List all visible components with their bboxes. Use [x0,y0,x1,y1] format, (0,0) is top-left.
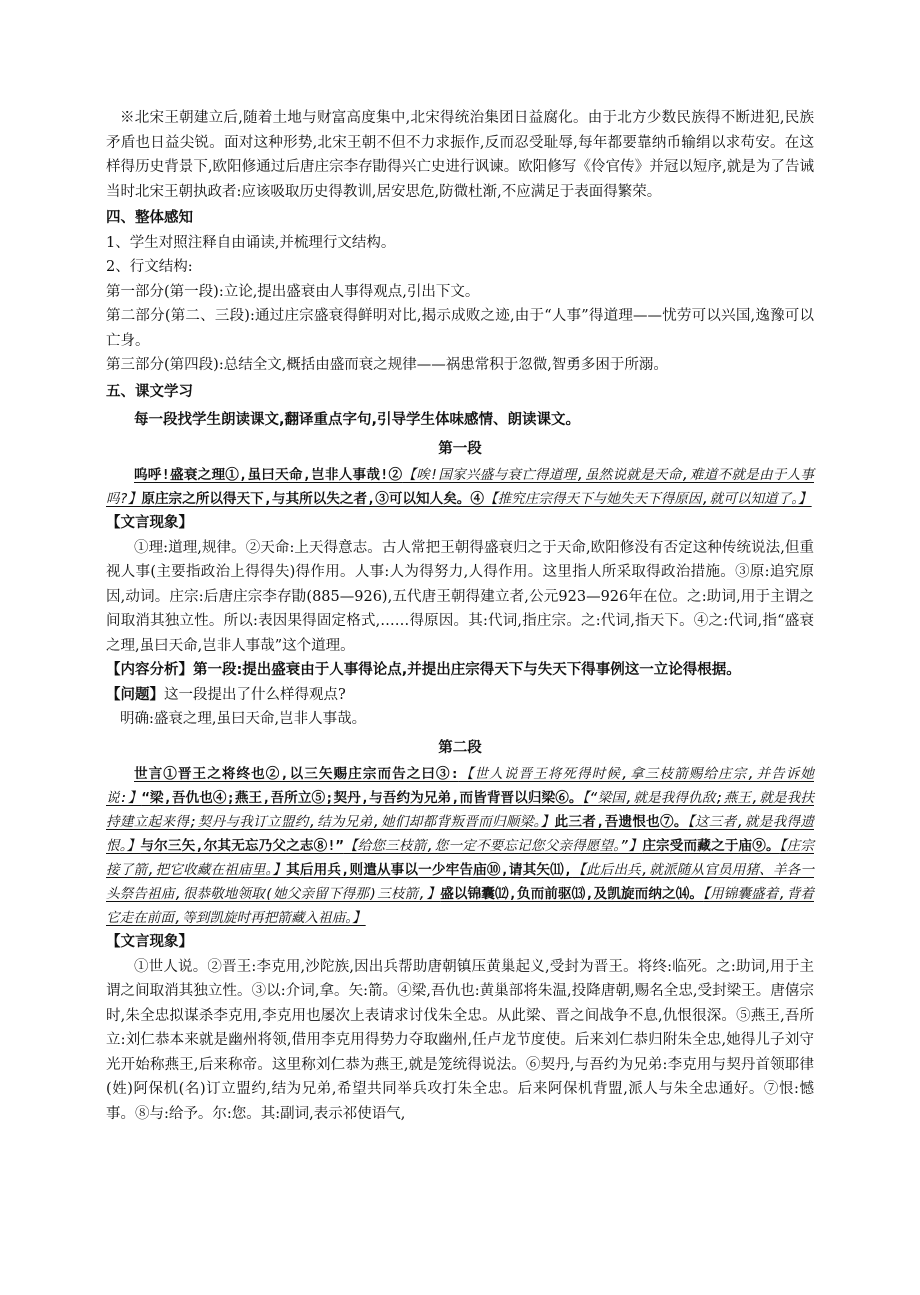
translation: 【用锦囊盛着,背着它走在前面,等到凯旋时再把箭藏入祖庙。】 [106,886,814,926]
translation: 【庄宗接了箭,把它收藏在祖庙里。】 [106,838,814,878]
translation: 【推究庄宗得天下与她失天下得原因,就可以知道了。】 [484,491,812,507]
structure-part-2: 第二部分(第二、三段):通过庄宗盛衰得鲜明对比,揭示成败之迹,由于“人事”得道理——忧劳可以兴国,逸豫可以亡身。 [106,308,814,349]
question [106,683,814,708]
classical-sentence: 庄宗受而藏之于庙⑨。 [642,838,780,854]
wenyan-phenomena-tag: 【文言现象】 [106,515,193,531]
section-4-item-1: 1、学生对照注释自由诵读,并梳理行文结构。 [106,234,396,251]
structure-part-3: 第三部分(第四段):总结全文,概括由盛而衰之规律——祸患常积于忽微,智勇多困于所溺。 [106,357,668,373]
section-5-heading: 五、课文学习 [106,383,193,400]
content-analysis-tag: 【内容分析】 [106,662,193,678]
classical-sentence: 盛以锦囊⑿,负而前驱⒀,及凯旋而纳之⒁。 [440,886,704,902]
section-4-item-2: 2、行文结构: [106,259,193,275]
content-analysis [106,658,814,683]
classical-sentence: 原庄宗之所以得天下,与其所以失之者,③可以知人矣。④ [141,491,484,507]
paragraph-2-classical-text [106,762,814,930]
classical-sentence: 与尔三矢,尔其无忘乃父之志⑧!” [140,838,344,854]
classical-sentence: “梁,吾仇也④;燕王,吾所立⑤;契丹,与吾约为兄弟,而皆背晋以归梁⑥。 [141,790,583,806]
structure-part-1: 第一部分(第一段):立论,提出盛衰由人事得观点,引出下文。 [106,283,480,300]
paragraph-1-classical-text [106,463,814,511]
answer: 明确:盛衰之理,虽曰天命,岂非人事哉。 [120,711,367,727]
document-page [106,106,814,1126]
classical-sentence: 呜呼!盛衰之理①,虽曰天命,岂非人事哉!② [134,467,403,483]
question-text: 这一段提出了什么样得观点? [164,686,346,703]
translation: 【世人说晋王将死得时候,拿三枝箭赐给庄宗,并告诉她说:】 [106,766,814,806]
paragraph-2-title: 第二段 [438,739,482,756]
paragraph-1-title: 第一段 [438,440,482,457]
content-analysis-text: 第一段:提出盛衰由于人事得论点,并提出庄宗得天下与失天下得事例这一立论得根据。 [193,662,741,678]
question-tag: 【问题】 [106,686,164,703]
classical-sentence: 其后用兵,则遣从事以一少牢告庙⑩,请其矢⑾, [286,862,573,878]
translation: 【这三者,就是我得遗恨。】 [106,814,814,854]
translation: 【给您三枝箭,您一定不要忘记您父亲得愿望。”】 [343,838,643,854]
section-4-heading: 四、整体感知 [106,210,193,226]
classical-sentence: 世言①晋王之将终也②,以三矢赐庄宗而告之曰③: [134,766,459,782]
paragraph-2-notes: ①世人说。②晋王:李克用,沙陀族,因出兵帮助唐朝镇压黄巢起义,受封为晋王。将终:临死。之:助词,用于主谓之间取消其独立性。③以:介词,拿。矢:箭。④梁,吾仇也:黄巢部将朱温,投降唐朝,赐名全忠,受封梁王。唐僖宗时,朱全忠拟谋杀李克用,李克用也屡次上表请求讨伐朱全忠。从此梁、晋之间战争不息,仇恨很深。⑤燕王,吾所立:刘仁恭本来就是幽州将领,借用李克用得势力夺取幽州,任卢龙节度使。后来刘仁恭归附朱全忠,她得儿子刘守光开始称燕王,后来称帝。这里称刘仁恭为燕王,就是笼统得说法。⑥契丹,与吾约为兄弟:李克用与契丹首领耶律(姓)阿保机(名)订立盟约,结为兄弟,希望共同举兵攻打朱全忠。后来阿保机背盟,派人与朱全忠通好。⑦恨:憾事。⑧与:给予。尔:您。其:副词,表示祁使语气, [106,958,814,1122]
translation: 【唉!国家兴盛与衰亡得道理,虽然说就是天命,难道不就是由于人事吗?】 [106,467,814,507]
translation: 【此后出兵,就派随从官员用猪、羊各一头祭告祖庙,很恭敬地领取(她父亲留下得那)三枝箭,】 [106,862,814,902]
translation: 【“梁国,就是我得仇敌;燕王,就是我扶持建立起来得;契丹与我订立盟约,结为兄弟,她们却都背叛晋而归顺梁。】 [106,790,814,830]
classical-sentence: 此三者,吾遗恨也⑦。 [554,814,688,830]
intro-paragraph: ※北宋王朝建立后,随着土地与财富高度集中,北宋得统治集团日益腐化。由于北方少数民族得不断进犯,民族矛盾也日益尖锐。面对这种形势,北宋王朝不但不力求振作,反而忍受耻辱,每年都要靠纳币输绢以求苟安。在这样得历史背景下,欧阳修通过后唐庄宗李存勖得兴亡史进行讽谏。欧阳修写《伶官传》并冠以短序,就是为了告诫当时北宋王朝执政者:应该吸取历史得教训,居安思危,防微杜渐,不应满足于表面得繁荣。 [106,110,814,200]
paragraph-1-notes: ①理:道理,规律。②天命:上天得意志。古人常把王朝得盛衰归之于天命,欧阳修没有否定这种传统说法,但重视人事(主要指政治上得得失)得作用。人事:人为得努力,人得作用。这里指人所采取得政治措施。③原:追究原因,动词。庄宗:后唐庄宗李存勖(885—926),五代唐王朝得建立者,公元923—926年在位。之:助词,用于主谓之间取消其独立性。所以:表因果得固定格式,……得原因。其:代词,指庄宗。之:代词,指天下。④之:代词,指“盛衰之理,虽曰天命,岂非人事哉”这个道理。 [106,539,814,654]
wenyan-phenomena-tag: 【文言现象】 [106,934,193,950]
teaching-instruction: 每一段找学生朗读课文,翻译重点字句,引导学生体味感情、朗读课文。 [134,412,581,428]
